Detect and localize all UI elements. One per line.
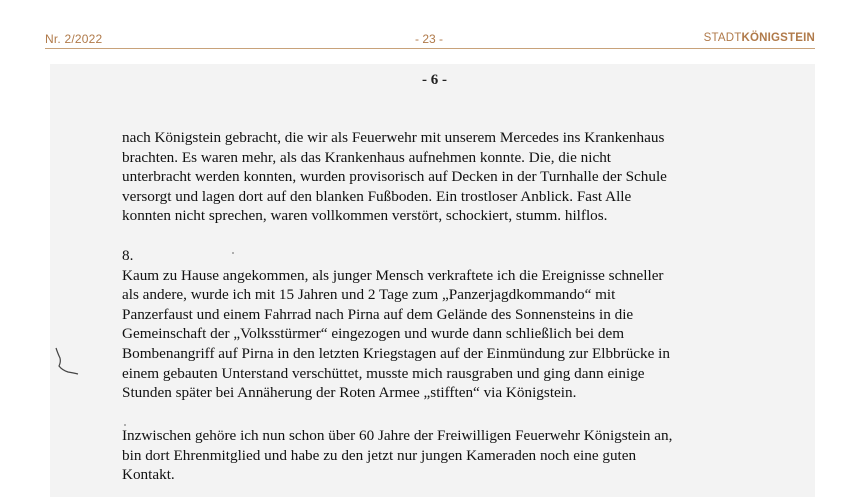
town-logo <box>704 32 815 44</box>
paragraph-1 <box>122 128 742 226</box>
text-line: als andere, wurde ich mit 15 Jahren und 2 Tage zum „Panzerjagdkommando“ mit <box>122 286 616 304</box>
page-number: - 23 - <box>415 32 444 46</box>
scan-page-number: - 6 - <box>422 72 447 88</box>
margin-pencil-mark <box>52 346 82 378</box>
text-line: unterbracht werden konnten, wurden provisorisch auf Decken in der Turnhalle der Schule <box>122 168 667 186</box>
scan-speck <box>124 424 126 426</box>
text-line: brachten. Es waren mehr, als das Krankenhaus aufnehmen konnte. Die, die nicht <box>122 148 612 166</box>
text-line: einem gebauten Unterstand verschüttet, musste mich rausgraben und ging dann einige <box>122 364 645 382</box>
scan-speck <box>232 252 234 254</box>
text-line: Panzerfaust und einem Fahrrad nach Pirna auf dem Gelände des Sonnensteins in die <box>122 305 634 323</box>
text-line: versorgt und lagen dort auf den blanken Fußboden. Ein trostloser Anblick. Fast Alle <box>122 187 632 205</box>
text-line: bin dort Ehrenmitglied und habe zu den jetzt nur jungen Kameraden noch eine guten <box>122 446 637 464</box>
paragraph-3 <box>122 426 742 485</box>
text-line: Stunden später bei Annäherung der Roten Armee „stifften“ via Königstein. <box>122 384 577 402</box>
text-line: Kontakt. <box>122 466 175 484</box>
text-line: Inzwischen gehöre ich nun schon über 60 Jahre der Freiwilligen Feuerwehr Königstein an, <box>122 427 673 444</box>
paragraph-2 <box>122 246 742 403</box>
section-number: 8. <box>122 247 134 264</box>
issue-number: Nr. 2/2022 <box>45 32 103 46</box>
text-line: Bombenangriff auf Pirna in den letzten Kriegstagen auf der Einmündung zur Elbbrücke in <box>122 344 670 362</box>
text-line: Kaum zu Hause angekommen, als junger Mensch verkraftete ich die Ereignisse schneller <box>122 266 664 284</box>
page-header <box>45 30 815 49</box>
logo-name: KÖNIGSTEIN <box>741 32 815 44</box>
logo-prefix: STADT <box>703 32 742 44</box>
text-line: nach Königstein gebracht, die wir als Feuerwehr mit unserem Mercedes ins Krankenhaus <box>122 129 665 146</box>
text-line: konnten nicht sprechen, waren vollkommen verstört, schockiert, stumm. hilflos. <box>122 207 608 225</box>
text-line: Gemeinschaft der „Volksstürmer“ eingezogen und wurde dann schließlich bei dem <box>122 325 625 343</box>
scanned-document-page <box>50 64 815 497</box>
